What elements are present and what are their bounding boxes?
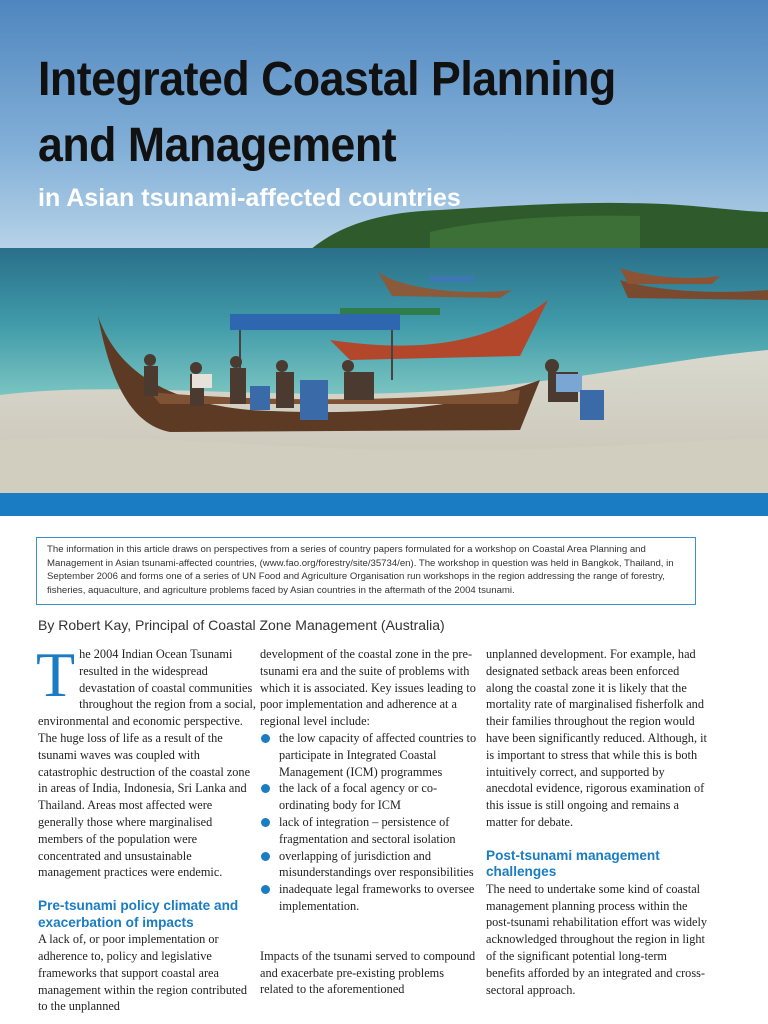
list-item: the lack of a focal agency or co-ordinating body for ICM xyxy=(260,780,480,814)
paragraph-spacer xyxy=(260,915,480,948)
body-paragraph: Impacts of the tsunami served to compound and exacerbate pre-existing problems related to the aforementioned xyxy=(260,948,476,997)
article-title-line-1: Integrated Coastal Planning xyxy=(38,53,616,106)
section-heading-pre-tsunami: Pre-tsunami policy climate and exacerbation of impacts xyxy=(38,898,239,930)
list-item: lack of integration – persistence of fragmentation and sectoral isolation xyxy=(260,814,480,848)
column-2 xyxy=(260,646,480,998)
column-3 xyxy=(486,646,708,998)
column-1 xyxy=(36,639,256,1015)
intro-text: he 2004 Indian Ocean Tsunami resulted in the widespread devastation of coastal communities throughout the region from a social, environmental and economic perspective. The huge loss of life as a result of the tsunami waves was coupled with catastrophic destruction of the coastal zone in areas of India, Indonesia, Sri Lanka and Thailand. Areas most affected were generally those where marginalised members of the population were concentrated and unsustainable management practices were endemic. xyxy=(38,647,256,880)
body-paragraph: unplanned development. For example, had designated setback areas been enforced along the coastal zone it is likely that the mortality rate of marginalised fisherfolk and their families throughout the region would have been significantly reduced. Although, it is important to stress that while this is both intuitively correct, and supported by anecdotal evidence, rigorous examination of this issue is still ongoing and remains a matter for debate. xyxy=(486,647,707,829)
section-heading-post-tsunami: Post-tsunami management challenges xyxy=(486,847,660,880)
byline: By Robert Kay, Principal of Coastal Zone Management (Australia) xyxy=(38,617,445,633)
hero-photo xyxy=(0,0,768,493)
body-paragraph: development of the coastal zone in the pre-tsunami era and the suite of problems with which it is associated. Key issues leading to poor implementation and adherence at a regional level include: xyxy=(260,647,476,729)
blue-divider-band xyxy=(0,493,768,516)
article-subtitle: in Asian tsunami-affected countries xyxy=(38,184,461,212)
intro-paragraph xyxy=(36,639,256,881)
list-item: inadequate legal frameworks to oversee implementation. xyxy=(260,881,480,915)
list-item: overlapping of jurisdiction and misunderstandings over responsibilities xyxy=(260,848,480,882)
info-box-text: The information in this article draws on perspectives from a series of country papers formulated for a workshop on Coastal Area Planning and Management in Asian tsunami-affected countries, (www.fao.org/forestry/site/35734/en). The workshop in question was held in Bangkok, Thailand, in September 2006 and forms one of a series of UN Food and Agriculture Organisation run workshops in the region addressing the range of forestry, fisheries, aquaculture, and agriculture problems faced by Asian countries in the aftermath of the 2004 tsunami. xyxy=(47,544,674,596)
body-paragraph: The need to undertake some kind of coastal management planning process within the post-tsunami rehabilitation effort was widely acknowledged throughout the region in light of the significant potential long-term benefits afforded by an integrated and cross-sectoral approach. xyxy=(486,881,708,997)
info-box xyxy=(36,537,696,605)
key-issues-list xyxy=(260,730,480,915)
list-item: the low capacity of affected countries to participate in Integrated Coastal Management (ICM) programmes xyxy=(260,730,480,780)
article-title-line-2: and Management xyxy=(38,119,397,172)
drop-cap: T xyxy=(36,639,76,710)
body-paragraph: A lack of, or poor implementation or adherence to, policy and legislative frameworks that support coastal area management within the region contributed to the unplanned xyxy=(38,932,247,1014)
